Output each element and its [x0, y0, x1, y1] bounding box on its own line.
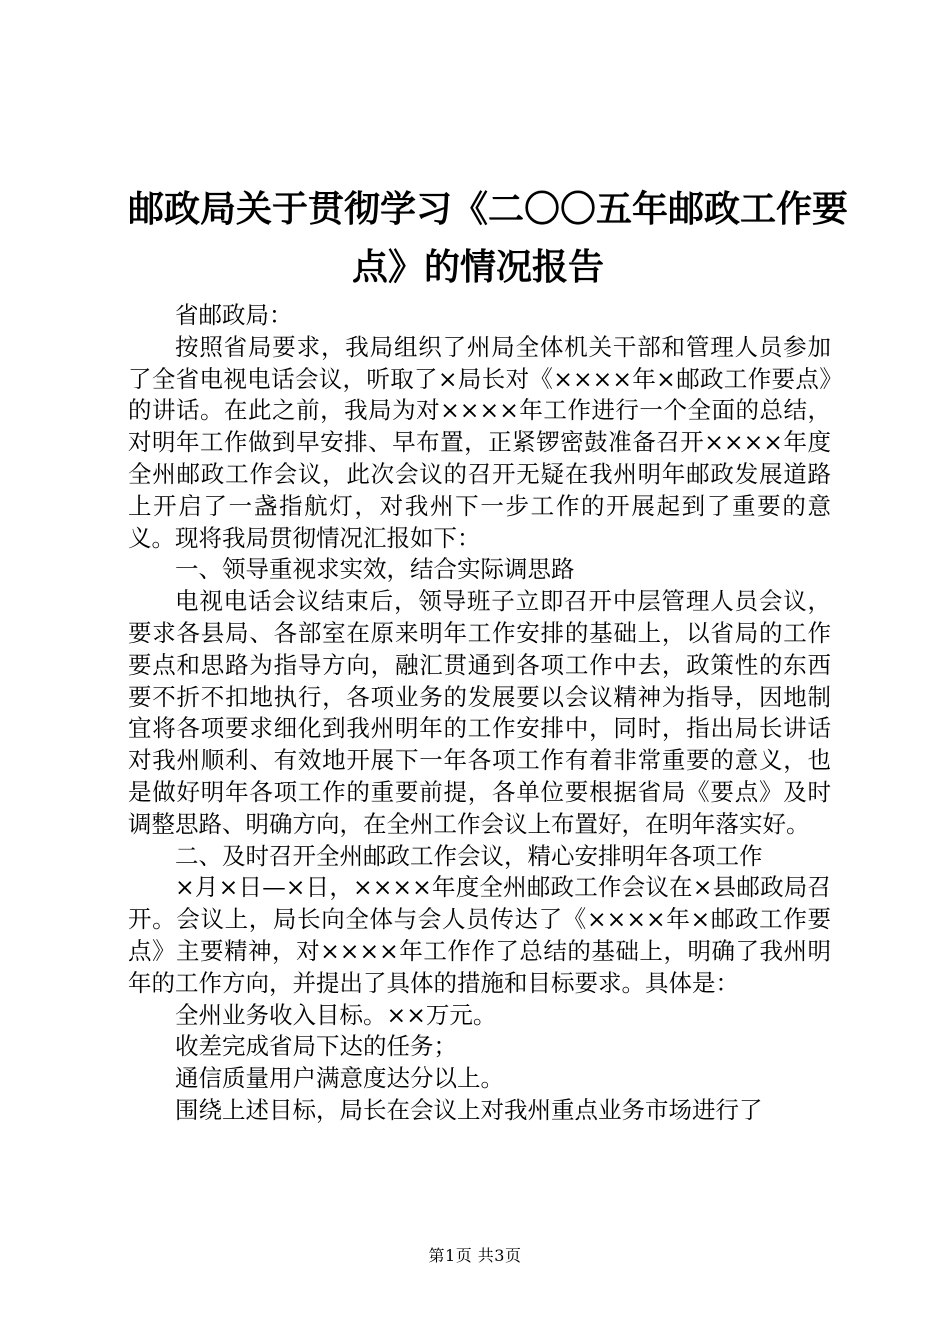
paragraph-section-2: ×月×日—×日，××××年度全州邮政工作会议在×县邮政局召开。会议上，局长向全体与会人员传达了《××××年×邮政工作要点》主要精神，对××××年工作作了总结的基础上，明确了我州明年的工作方向，并提出了具体的措施和目标要求。具体是：: [128, 873, 831, 997]
document-title-line-2: 点》的情况报告: [351, 247, 604, 288]
paragraph-continuation: 围绕上述目标，局长在会议上对我州重点业务市场进行了: [175, 1095, 763, 1124]
document-body: [128, 300, 831, 1127]
document-title-line-1: 邮政局关于贯彻学习《二〇〇五年邮政工作要: [128, 189, 849, 230]
target-item-2: 收差完成省局下达的任务；: [175, 1032, 457, 1061]
section-heading-1: 一、领导重视求实效，结合实际调思路: [175, 555, 575, 584]
section-heading-2: 二、及时召开全州邮政工作会议，精心安排明年各项工作: [175, 841, 763, 870]
salutation: 省邮政局：: [175, 301, 293, 329]
paragraph-intro: 按照省局要求，我局组织了州局全体机关干部和管理人员参加了全省电视电话会议，听取了×局长对《××××年×邮政工作要点》的讲话。在此之前，我局为对××××年工作进行一个全面的总结，对明年工作做到早安排、早布置，正紧锣密鼓准备召开××××年度全州邮政工作会议，此次会议的召开无疑在我州明年邮政发展道路上开启了一盏指航灯，对我州下一步工作的开展起到了重要的意义。现将我局贯彻情况汇报如下：: [128, 332, 831, 552]
target-item-1: 全州业务收入目标。××万元。: [175, 1000, 497, 1029]
paragraph-section-1: 电视电话会议结束后，领导班子立即召开中层管理人员会议，要求各县局、各部室在原来明年工作安排的基础上，以省局的工作要点和思路为指导方向，融汇贯通到各项工作中去，政策性的东西要不折不扣地执行，各项业务的发展要以会议精神为指导，因地制宜将各项要求细化到我州明年的工作安排中，同时，指出局长讲话对我州顺利、有效地开展下一年各项工作有着非常重要的意义，也是做好明年各项工作的重要前提，各单位要根据省局《要点》及时调整思路、明确方向，在全州工作会议上布置好，在明年落实好。: [128, 587, 831, 838]
page-number-footer: 第1页 共3页: [428, 1246, 522, 1265]
target-item-3: 通信质量用户满意度达分以上。: [175, 1064, 504, 1093]
